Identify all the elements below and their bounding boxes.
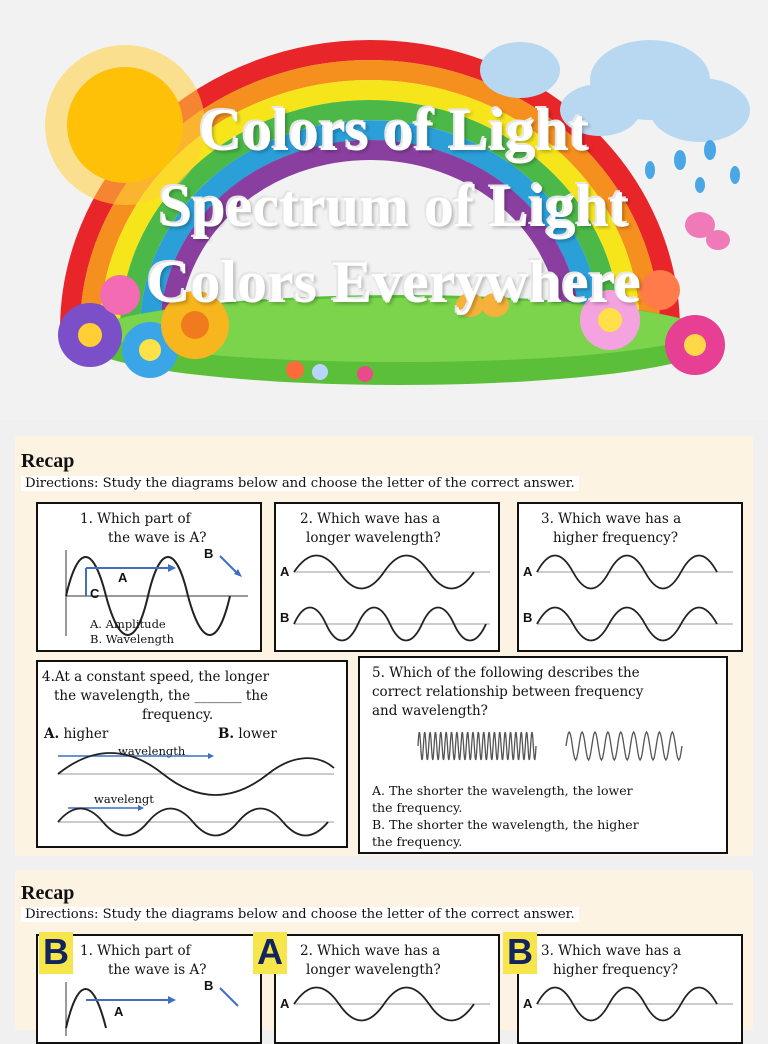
option-a-line-2: the frequency. (372, 800, 463, 815)
question-2-box (274, 934, 500, 1044)
question-4-text-3: frequency. (142, 707, 214, 723)
label-a: A (280, 996, 290, 1011)
title-line-2: Spectrum of Light (159, 173, 629, 239)
answer-1-badge: B (39, 932, 73, 974)
question-1-text: 1. Which part of (80, 943, 191, 959)
wave-diagram-q2 (294, 550, 494, 650)
label-a: A (118, 570, 128, 585)
label-b: B (204, 978, 214, 993)
option-b-text: lower (234, 726, 277, 742)
question-4-box (36, 660, 348, 848)
recap-answers-slide (15, 870, 753, 1030)
question-2-text: 2. Which wave has a (300, 511, 441, 527)
wave-diagram-q2 (294, 982, 494, 1042)
label-b: B (280, 610, 290, 625)
question-1-text-2: the wave is A? (108, 530, 207, 546)
label-c: C (90, 586, 100, 601)
question-3-box (517, 934, 743, 1044)
wave-diagram-q3 (537, 982, 737, 1042)
question-4-text-2: the wavelength, the _______ the (54, 688, 269, 704)
question-2-text-2: longer wavelength? (306, 530, 441, 546)
directions-text: Directions: Study the diagrams below and choose the letter of the correct answer. (21, 907, 579, 922)
label-a: A (523, 996, 533, 1011)
question-3-text-2: higher frequency? (553, 962, 678, 978)
title-line-1: Colors of Light (199, 97, 589, 163)
wave-diagram-q3 (537, 550, 737, 650)
question-3-box (517, 502, 743, 652)
option-b-line-2: the frequency. (372, 834, 463, 849)
answer-2-badge: A (253, 932, 287, 974)
directions-text: Directions: Study the diagrams below and choose the letter of the correct answer. (21, 476, 579, 491)
wave-diagram-q1 (48, 976, 248, 1036)
question-3-text: 3. Which wave has a (541, 511, 682, 527)
wavelength-label-2: wavelengt (94, 792, 154, 806)
option-b: B. Wavelength (90, 632, 175, 646)
option-b-letter: B. (218, 726, 235, 742)
question-1-text: 1. Which part of (80, 511, 191, 527)
option-b-line-1: B. The shorter the wavelength, the higher (372, 817, 639, 832)
question-2-box (274, 502, 500, 652)
wave-diagram-q5 (418, 728, 688, 764)
question-5-text: 5. Which of the following describes the (372, 665, 640, 681)
question-4-text: 4.At a constant speed, the longer (42, 669, 270, 685)
recap-heading: Recap (21, 450, 75, 472)
question-2-text-2: longer wavelength? (306, 962, 441, 978)
title-slide (0, 0, 768, 420)
option-a-letter: A. (44, 726, 60, 742)
label-a: A (523, 564, 533, 579)
option-a-text: higher (59, 726, 109, 742)
label-a: A (280, 564, 290, 579)
label-a: A (114, 1004, 124, 1019)
label-b: B (204, 546, 214, 561)
question-3-text: 3. Which wave has a (541, 943, 682, 959)
question-5-text-2: correct relationship between frequency (372, 684, 644, 700)
recap-heading: Recap (21, 882, 75, 904)
question-5-box (358, 656, 728, 854)
option-a: A. Amplitude (90, 617, 166, 631)
question-1-text-2: the wave is A? (108, 962, 207, 978)
question-1-box (36, 502, 262, 652)
wavelength-label-1: wavelength (118, 744, 186, 758)
answer-3-badge: B (503, 932, 537, 974)
option-a (44, 725, 108, 744)
wave-diagram-q4 (48, 748, 338, 844)
label-b: B (523, 610, 533, 625)
title-line-3: Colors Everywhere (147, 249, 641, 315)
option-a-line-1: A. The shorter the wavelength, the lower (372, 783, 633, 798)
question-2-text: 2. Which wave has a (300, 943, 441, 959)
option-b (218, 725, 277, 744)
question-3-text-2: higher frequency? (553, 530, 678, 546)
recap-slide (15, 436, 753, 856)
question-5-text-3: and wavelength? (372, 703, 488, 719)
